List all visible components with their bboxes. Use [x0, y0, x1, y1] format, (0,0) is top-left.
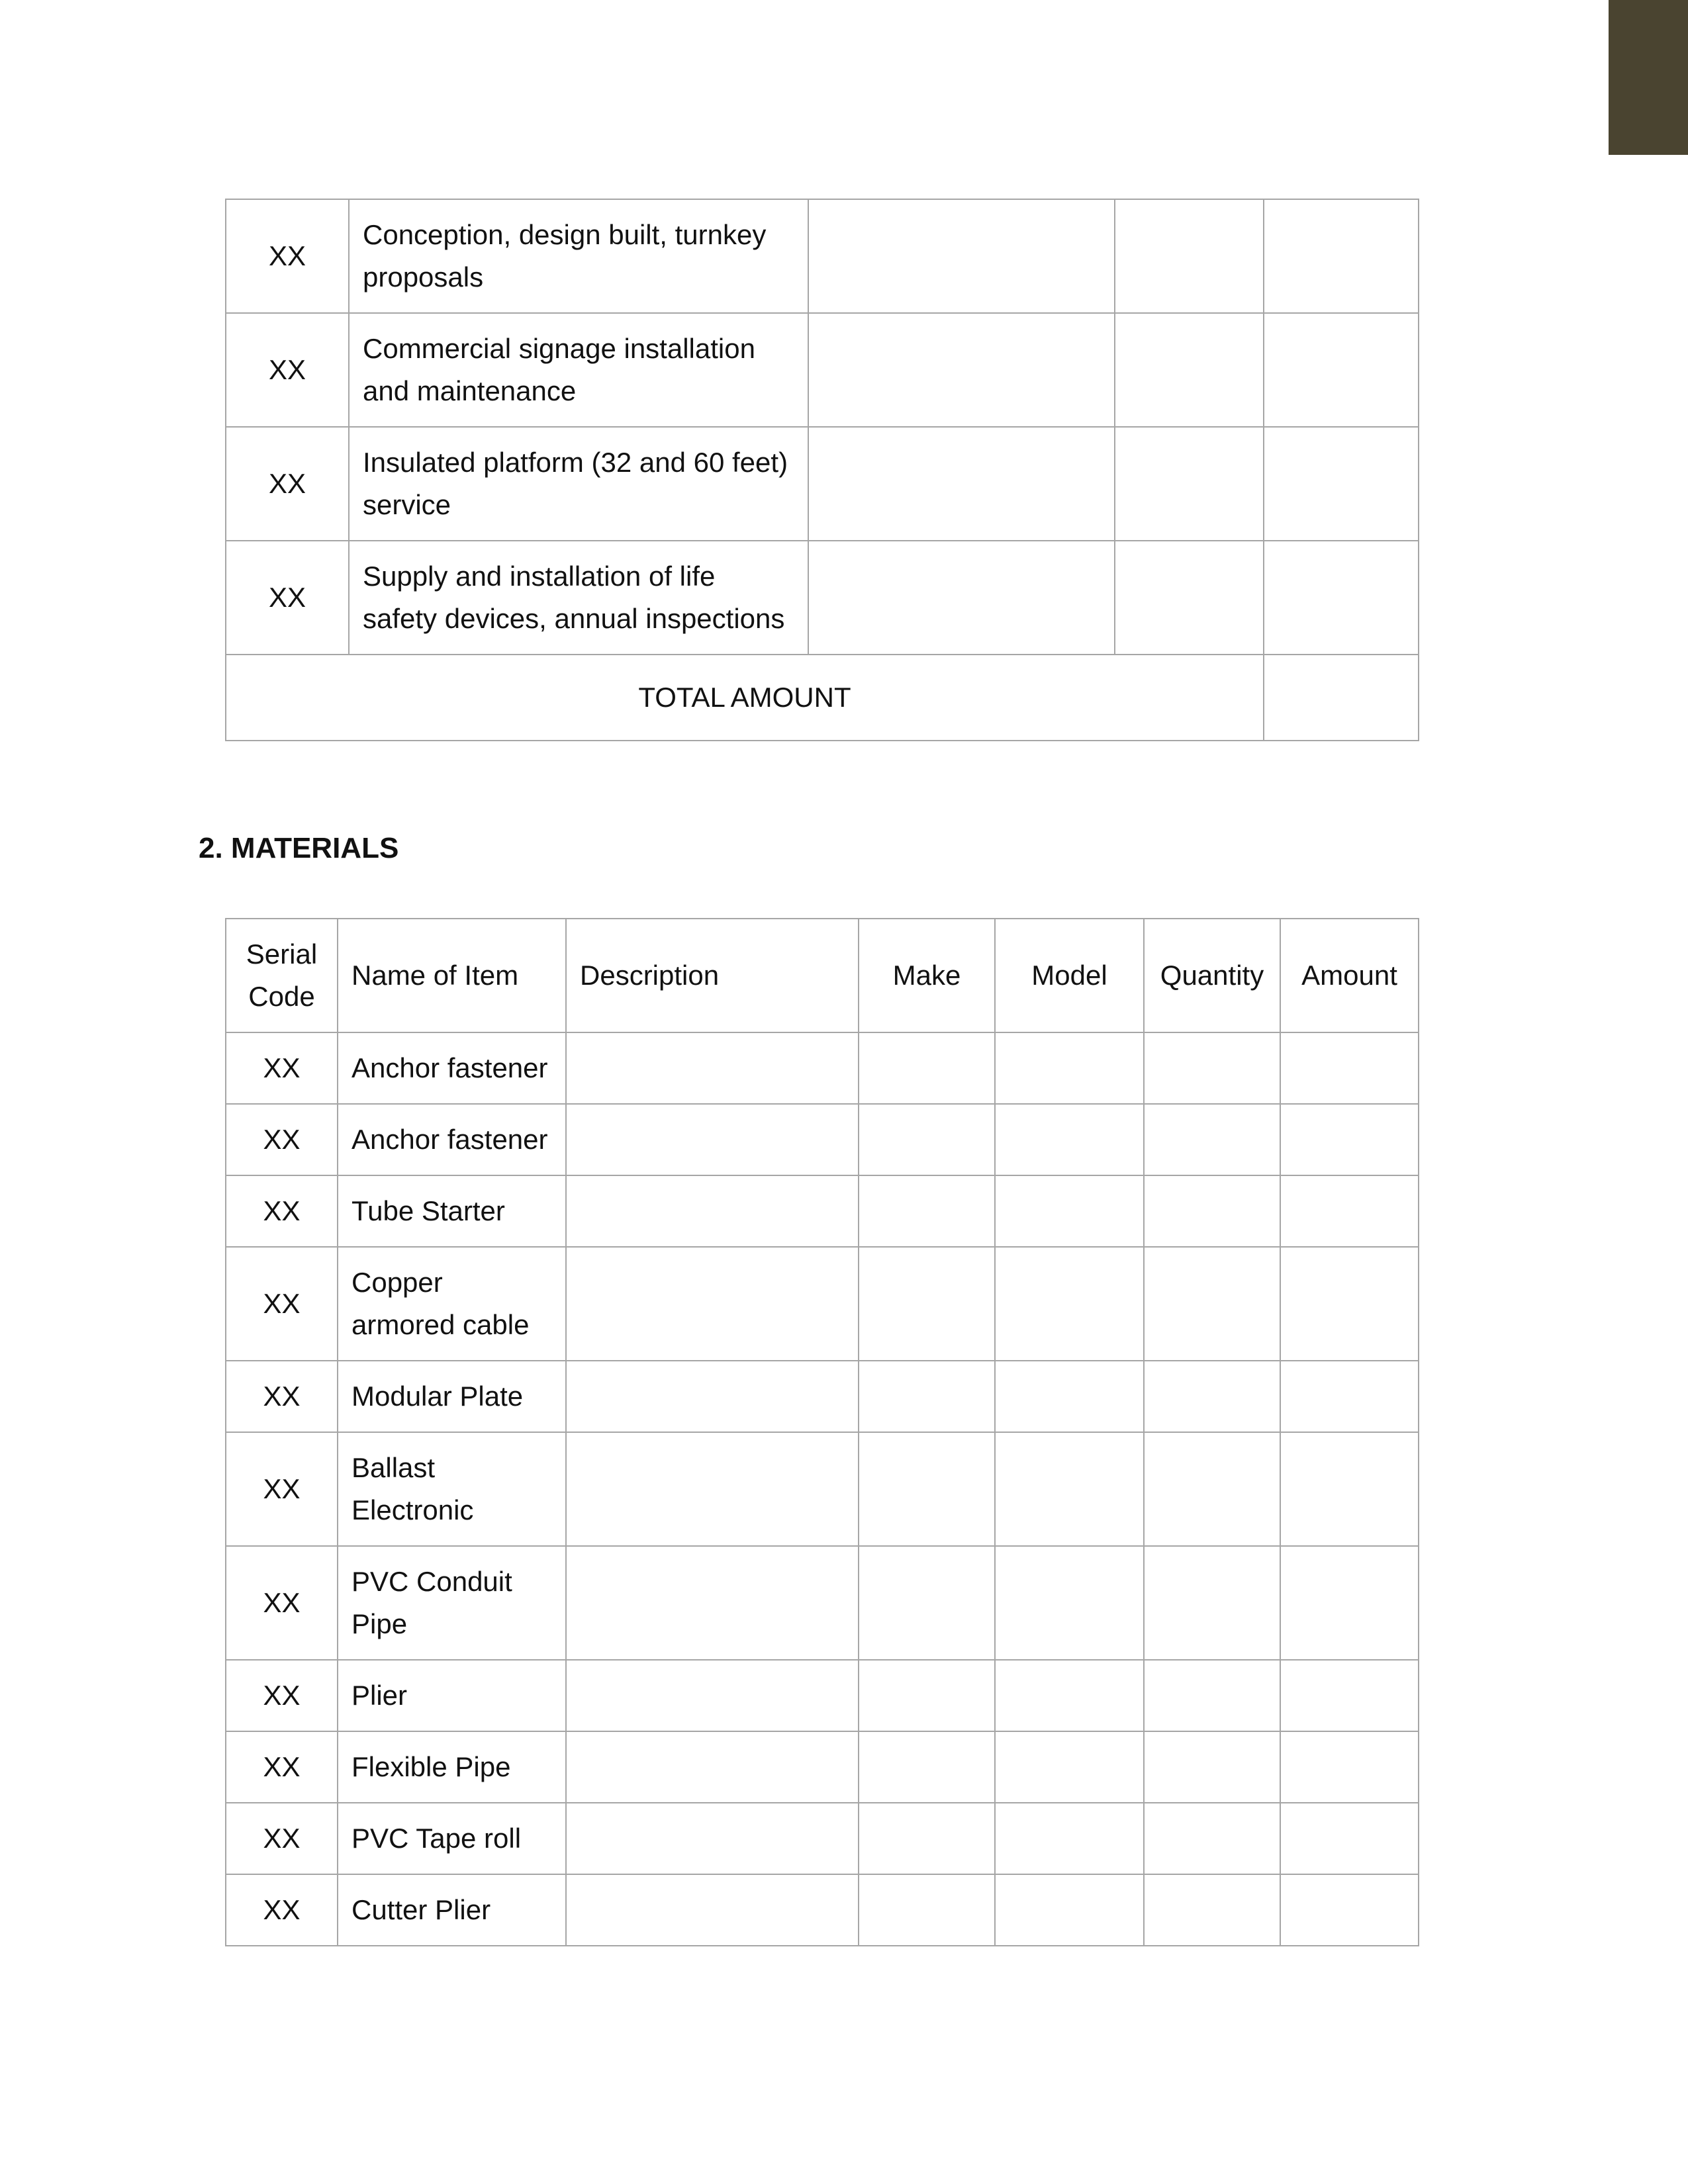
header-row: [226, 919, 1419, 1032]
empty-cell: [1144, 1032, 1280, 1104]
serial-code-cell: XX: [226, 1361, 338, 1432]
table-row: [226, 1032, 1419, 1104]
item-name-cell: Copper armored cable: [338, 1247, 566, 1361]
serial-code-cell: XX: [226, 199, 349, 313]
materials-table: [225, 918, 1419, 1946]
empty-cell: [1280, 1874, 1419, 1946]
item-name-cell: PVC Conduit Pipe: [338, 1546, 566, 1660]
table-row: [226, 1104, 1419, 1175]
empty-cell: [1115, 313, 1264, 427]
empty-cell: [1264, 313, 1419, 427]
table-row: [226, 199, 1419, 313]
table-row: [226, 1660, 1419, 1731]
empty-cell: [1280, 1432, 1419, 1546]
corner-tab-decoration: [1609, 0, 1688, 155]
empty-cell: [1144, 1104, 1280, 1175]
header-description: Description: [566, 919, 859, 1032]
serial-code-cell: XX: [226, 1803, 338, 1874]
service-description-cell: Commercial signage installation and maintenance: [349, 313, 808, 427]
empty-cell: [995, 1731, 1144, 1803]
services-table: [225, 199, 1419, 741]
item-name-cell: Modular Plate: [338, 1361, 566, 1432]
empty-cell: [1115, 199, 1264, 313]
item-name-cell: Ballast Electronic: [338, 1432, 566, 1546]
total-amount-value: [1264, 655, 1419, 741]
serial-code-cell: XX: [226, 1032, 338, 1104]
empty-cell: [1115, 427, 1264, 541]
header-serial-code: Serial Code: [226, 919, 338, 1032]
empty-cell: [566, 1175, 859, 1247]
empty-cell: [1144, 1361, 1280, 1432]
empty-cell: [1280, 1175, 1419, 1247]
table-row: [226, 541, 1419, 655]
empty-cell: [859, 1032, 995, 1104]
empty-cell: [859, 1546, 995, 1660]
table-row: [226, 1432, 1419, 1546]
empty-cell: [566, 1247, 859, 1361]
serial-code-cell: XX: [226, 1432, 338, 1546]
empty-cell: [995, 1175, 1144, 1247]
empty-cell: [1280, 1361, 1419, 1432]
table-row: [226, 427, 1419, 541]
empty-cell: [1144, 1247, 1280, 1361]
empty-cell: [859, 1104, 995, 1175]
empty-cell: [859, 1175, 995, 1247]
header-name-of-item: Name of Item: [338, 919, 566, 1032]
empty-cell: [808, 199, 1115, 313]
empty-cell: [1144, 1432, 1280, 1546]
empty-cell: [1144, 1874, 1280, 1946]
empty-cell: [566, 1803, 859, 1874]
serial-code-cell: XX: [226, 541, 349, 655]
empty-cell: [566, 1874, 859, 1946]
item-name-cell: Plier: [338, 1660, 566, 1731]
item-name-cell: Anchor fastener: [338, 1032, 566, 1104]
item-name-cell: Tube Starter: [338, 1175, 566, 1247]
header-make: Make: [859, 919, 995, 1032]
service-description-cell: Supply and installation of life safety devices, annual inspections: [349, 541, 808, 655]
empty-cell: [1144, 1660, 1280, 1731]
empty-cell: [1280, 1546, 1419, 1660]
empty-cell: [995, 1432, 1144, 1546]
table-row: [226, 1731, 1419, 1803]
serial-code-cell: XX: [226, 1175, 338, 1247]
table-row: [226, 1175, 1419, 1247]
empty-cell: [995, 1546, 1144, 1660]
empty-cell: [566, 1361, 859, 1432]
table-row: [226, 1803, 1419, 1874]
empty-cell: [1115, 541, 1264, 655]
item-name-cell: Anchor fastener: [338, 1104, 566, 1175]
empty-cell: [1144, 1803, 1280, 1874]
empty-cell: [808, 427, 1115, 541]
empty-cell: [859, 1247, 995, 1361]
serial-code-cell: XX: [226, 1546, 338, 1660]
total-amount-label: TOTAL AMOUNT: [226, 655, 1264, 741]
serial-code-cell: XX: [226, 1731, 338, 1803]
empty-cell: [859, 1361, 995, 1432]
service-description-cell: Conception, design built, turnkey proposals: [349, 199, 808, 313]
empty-cell: [859, 1731, 995, 1803]
service-description-cell: Insulated platform (32 and 60 feet) service: [349, 427, 808, 541]
empty-cell: [566, 1660, 859, 1731]
table-row: [226, 313, 1419, 427]
empty-cell: [995, 1032, 1144, 1104]
empty-cell: [859, 1432, 995, 1546]
empty-cell: [566, 1032, 859, 1104]
empty-cell: [859, 1660, 995, 1731]
empty-cell: [1144, 1546, 1280, 1660]
empty-cell: [1280, 1803, 1419, 1874]
empty-cell: [1280, 1104, 1419, 1175]
empty-cell: [566, 1731, 859, 1803]
serial-code-cell: XX: [226, 1874, 338, 1946]
empty-cell: [1280, 1660, 1419, 1731]
item-name-cell: Flexible Pipe: [338, 1731, 566, 1803]
empty-cell: [995, 1104, 1144, 1175]
serial-code-cell: XX: [226, 1660, 338, 1731]
empty-cell: [808, 541, 1115, 655]
serial-code-cell: XX: [226, 1247, 338, 1361]
empty-cell: [808, 313, 1115, 427]
header-model: Model: [995, 919, 1144, 1032]
empty-cell: [859, 1803, 995, 1874]
serial-code-cell: XX: [226, 1104, 338, 1175]
empty-cell: [1280, 1731, 1419, 1803]
empty-cell: [995, 1361, 1144, 1432]
empty-cell: [1144, 1731, 1280, 1803]
serial-code-cell: XX: [226, 427, 349, 541]
empty-cell: [1264, 199, 1419, 313]
empty-cell: [1280, 1247, 1419, 1361]
empty-cell: [995, 1660, 1144, 1731]
table-row: [226, 1247, 1419, 1361]
empty-cell: [1264, 541, 1419, 655]
empty-cell: [1280, 1032, 1419, 1104]
serial-code-cell: XX: [226, 313, 349, 427]
table-row: [226, 1546, 1419, 1660]
empty-cell: [1144, 1175, 1280, 1247]
empty-cell: [859, 1874, 995, 1946]
empty-cell: [995, 1247, 1144, 1361]
table-row: [226, 1361, 1419, 1432]
table-row: [226, 1874, 1419, 1946]
materials-heading: 2. MATERIALS: [199, 832, 399, 864]
item-name-cell: Cutter Plier: [338, 1874, 566, 1946]
header-quantity: Quantity: [1144, 919, 1280, 1032]
empty-cell: [566, 1432, 859, 1546]
item-name-cell: PVC Tape roll: [338, 1803, 566, 1874]
empty-cell: [995, 1803, 1144, 1874]
header-amount: Amount: [1280, 919, 1419, 1032]
empty-cell: [995, 1874, 1144, 1946]
total-row: [226, 655, 1419, 741]
empty-cell: [1264, 427, 1419, 541]
empty-cell: [566, 1104, 859, 1175]
empty-cell: [566, 1546, 859, 1660]
